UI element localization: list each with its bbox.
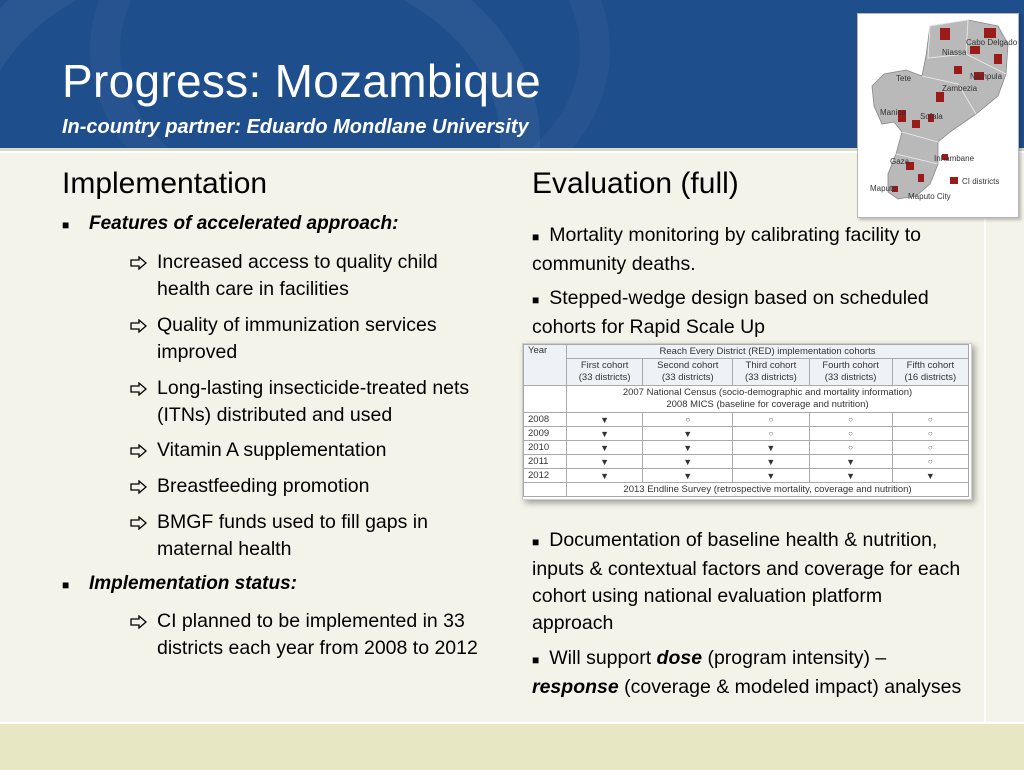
feature-item: Increased access to quality child health care in facilities (130, 249, 490, 303)
map-label: Sofala (920, 112, 943, 121)
cohort-header: Fifth cohort (16 districts) (892, 359, 968, 386)
arrow-right-icon (130, 473, 152, 502)
evaluation-bullet: ■ Mortality monitoring by calibrating facility to community deaths. (532, 224, 921, 275)
map-label: Cabo Delgado (966, 38, 1018, 47)
cohort-header: Fourth cohort (33 districts) (809, 359, 892, 386)
footer-band (0, 722, 1024, 770)
arrow-right-icon (130, 375, 152, 404)
map-label: Niassa (942, 48, 967, 57)
bullet-square-icon: ■ (532, 293, 540, 307)
status-bullet: Implementation status: (89, 573, 297, 594)
evaluation-bullet: ■ Documentation of baseline health & nutrition, inputs & contextual factors and coverage for each cohort using national evaluation platform approach (532, 529, 961, 634)
map-label: Nampula (970, 72, 1003, 81)
map-label: Inhambane (934, 154, 975, 163)
mozambique-map (857, 13, 1019, 218)
slide-title: Progress: Mozambique (62, 55, 541, 107)
evaluation-bullet: ■ Stepped-wedge design based on scheduled cohorts for Rapid Scale Up (532, 287, 929, 338)
table-group-header: Reach Every District (RED) implementation cohorts (567, 345, 969, 359)
map-legend-label: CI districts (962, 177, 1000, 186)
table-row: 2010 ▼ ▼ ▼ ○ ○ (524, 441, 969, 455)
feature-item: BMGF funds used to fill gaps in maternal health (130, 509, 490, 563)
evaluation-heading: Evaluation (full) (532, 167, 739, 200)
feature-item: Breastfeeding promotion (130, 473, 490, 500)
cohort-header: Third cohort (33 districts) (733, 359, 809, 386)
map-label: Maputo (870, 184, 897, 193)
feature-item: Vitamin A supplementation (130, 437, 490, 464)
table-row: 2011 ▼ ▼ ▼ ▼ ○ (524, 455, 969, 469)
evaluation-bullet: ■ Will support dose (program intensity) – response (coverage & modeled impact) analyses (532, 647, 962, 698)
bullet-square-icon: ■ (532, 535, 540, 549)
arrow-right-icon (130, 249, 152, 278)
bullet-square-icon: ■ (532, 230, 540, 244)
endline-row: 2013 Endline Survey (retrospective mortality, coverage and nutrition) (567, 483, 969, 497)
vertical-divider (984, 153, 986, 722)
feature-item: Quality of immunization services improved (130, 312, 490, 366)
features-bullet: Features of accelerated approach: (89, 213, 399, 234)
legend-swatch (950, 177, 958, 184)
map-label: Tete (896, 74, 912, 83)
map-label: Zambezia (942, 84, 978, 93)
map-label: Manica (880, 108, 906, 117)
baseline-row: 2007 National Census (socio-demographic and mortality information) 2008 MICS (baseline for coverage and nutrition) (567, 386, 969, 413)
table-row: 2012 ▼ ▼ ▼ ▼ ▼ (524, 469, 969, 483)
cohort-header: Second cohort (33 districts) (643, 359, 733, 386)
bullet-square-icon: ■ (62, 218, 70, 232)
table-row: 2009 ▼ ▼ ○ ○ ○ (524, 427, 969, 441)
bullet-square-icon: ■ (532, 653, 540, 667)
arrow-right-icon (130, 608, 152, 637)
map-label: Maputo City (908, 192, 951, 201)
cohort-header: First cohort (33 districts) (567, 359, 643, 386)
bullet-square-icon: ■ (62, 578, 70, 592)
table-row: 2008 ▼ ○ ○ ○ ○ (524, 413, 969, 427)
map-label: Gaza (890, 157, 910, 166)
slide-subtitle: In-country partner: Eduardo Mondlane University (62, 116, 529, 138)
arrow-right-icon (130, 437, 152, 466)
feature-item: Long-lasting insecticide-treated nets (ITNs) distributed and used (130, 375, 490, 429)
arrow-right-icon (130, 509, 152, 538)
arrow-right-icon (130, 312, 152, 341)
cohort-table (522, 343, 972, 500)
table-header-year: Year (524, 345, 567, 386)
status-item: CI planned to be implemented in 33 districts each year from 2008 to 2012 (130, 608, 490, 662)
implementation-heading: Implementation (62, 167, 268, 200)
